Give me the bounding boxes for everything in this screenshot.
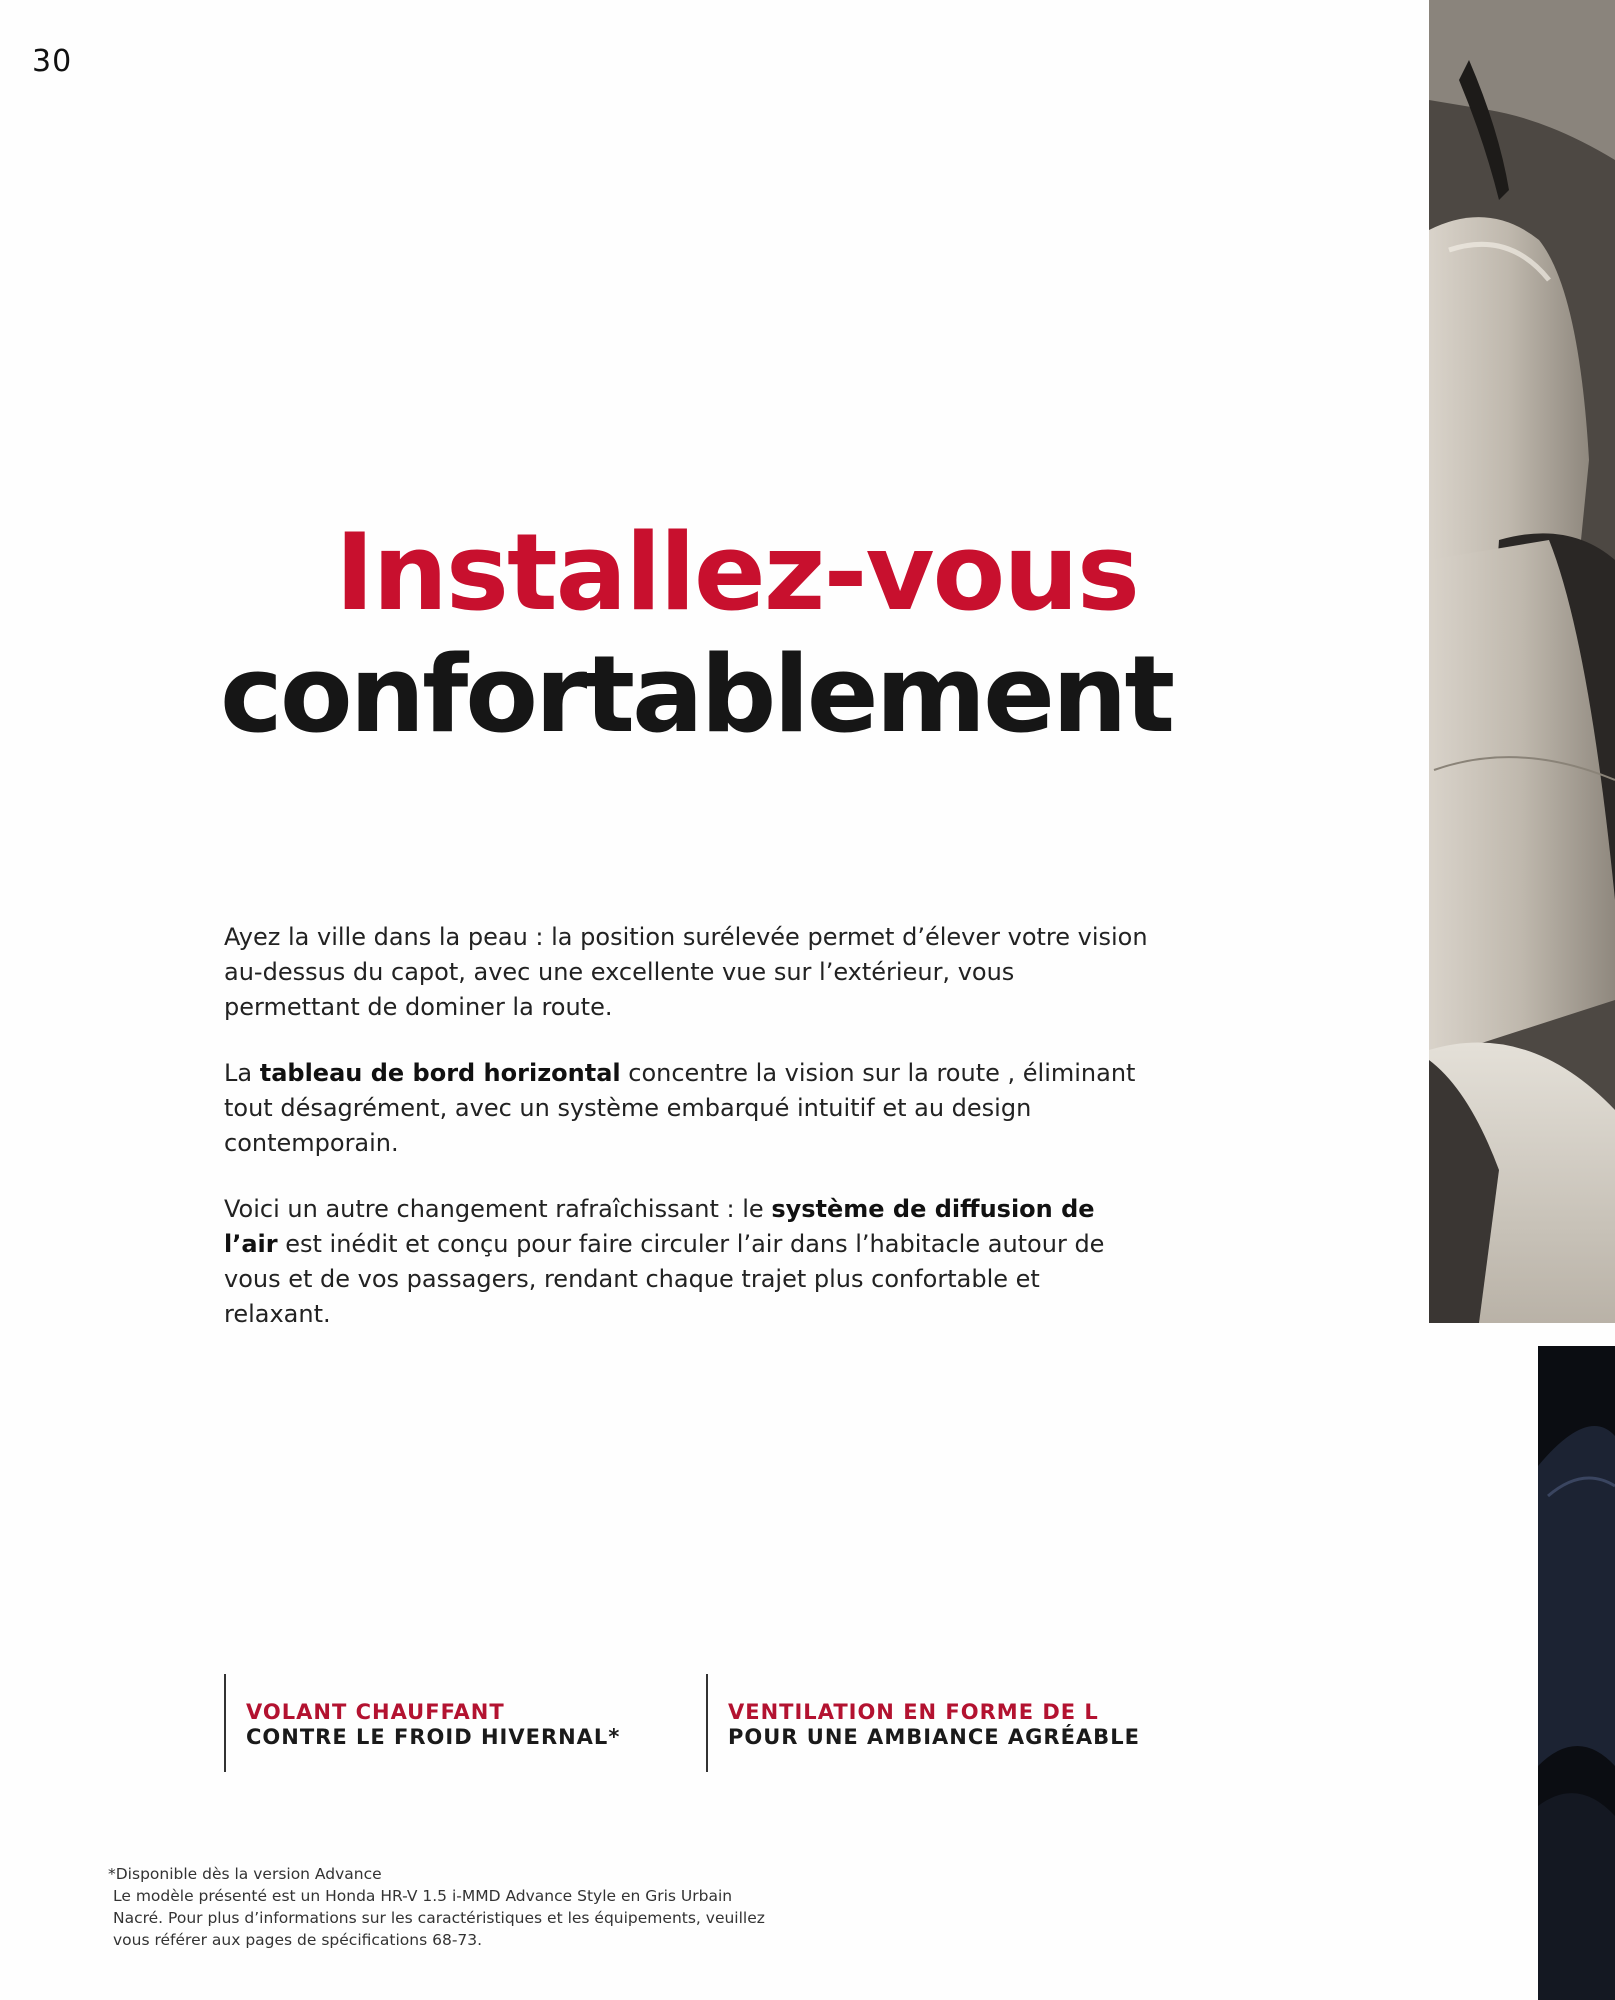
page-number: 30 — [32, 44, 73, 79]
headline-line-main: confortablement — [220, 633, 1173, 756]
footnote-model-line-2: Nacré. Pour plus d’informations sur les caractéristiques et les équipements, veuillez — [113, 1909, 765, 1927]
paragraph-position: Ayez la ville dans la peau : la position surélevée permet d’élever votre vision au-dessus du capot, avec une excellente vue sur l’extérieur, vous permettant de dominer la route. — [224, 923, 1148, 1021]
feature-subtitle: POUR UNE AMBIANCE AGRÉABLE — [728, 1725, 1140, 1749]
interior-dark-illustration — [1538, 1346, 1615, 2000]
paragraph-dashboard — [224, 1056, 1154, 1161]
paragraph-air — [224, 1192, 1154, 1332]
feature-title: VOLANT CHAUFFANT — [246, 1700, 505, 1724]
footnote-availability: *Disponible dès la version Advance — [108, 1865, 382, 1883]
footnote — [108, 1863, 828, 1951]
paragraph-air-end: est inédit et conçu pour faire circuler l’air dans l’habitacle autour de vous et de vos passagers, rendant chaque trajet plus confortable et relaxant. — [224, 1230, 1105, 1328]
paragraph-dashboard-start: La — [224, 1059, 260, 1087]
body-text — [224, 920, 1154, 1363]
footnote-model-line-1: Le modèle présenté est un Honda HR-V 1.5 i-MMD Advance Style en Gris Urbain — [113, 1887, 733, 1905]
feature-title: VENTILATION EN FORME DE L — [728, 1700, 1099, 1724]
footnote-model-line-3: vous référer aux pages de spécifications 68-73. — [113, 1931, 483, 1949]
car-seat-photo — [1429, 0, 1615, 1323]
feature-heated-steering — [224, 1674, 620, 1772]
car-seat-illustration — [1429, 0, 1615, 1323]
interior-dark-photo — [1538, 1346, 1615, 2000]
paragraph-dashboard-highlight: tableau de bord horizontal — [259, 1059, 621, 1087]
paragraph-air-start: Voici un autre changement rafraîchissant : le — [224, 1195, 772, 1223]
paragraph-air-highlight: système de diffusion de l’air — [224, 1195, 1095, 1258]
feature-subtitle: CONTRE LE FROID HIVERNAL* — [246, 1725, 621, 1749]
paragraph-dashboard-end: concentre la vision sur la route , éliminant tout désagrément, avec un système embarqué intuitif et au design contemporain. — [224, 1059, 1136, 1157]
feature-l-ventilation — [706, 1674, 1140, 1772]
page-headline — [220, 511, 1400, 756]
headline-line-accent: Installez-vous — [335, 511, 1138, 634]
